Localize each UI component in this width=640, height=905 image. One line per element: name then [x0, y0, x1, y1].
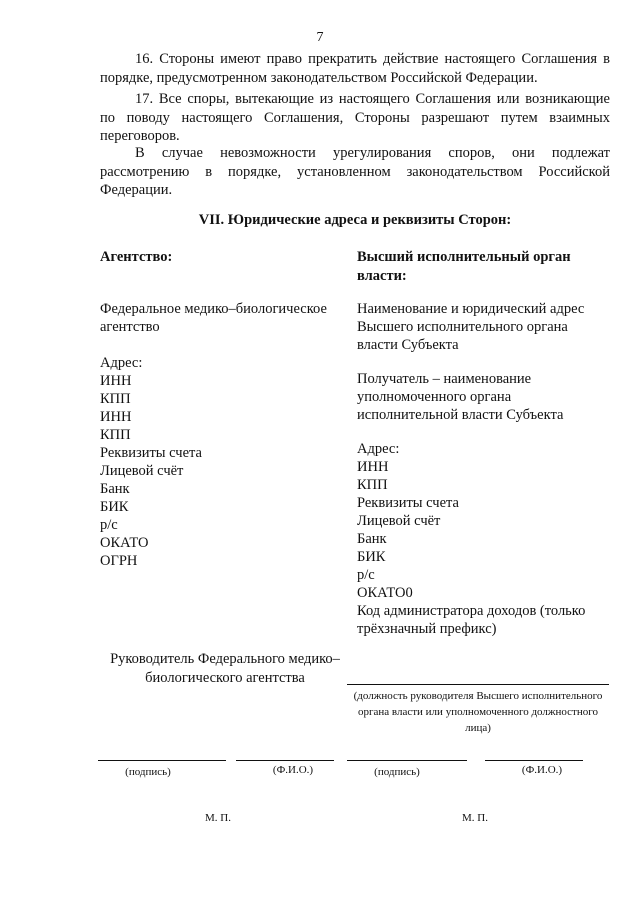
left-field: Адрес: [100, 355, 143, 371]
right-field: КПП [357, 477, 388, 493]
left-field: КПП [100, 427, 131, 443]
right-field: БИК [357, 549, 386, 565]
left-field: ИНН [100, 409, 132, 425]
left-name-line [236, 760, 334, 761]
left-signature-caption: (подпись) [125, 766, 171, 778]
left-fields [100, 354, 350, 570]
paragraph-17b [100, 144, 610, 200]
right-position-line [347, 684, 609, 685]
left-heading: Агентство: [100, 249, 173, 265]
right-signature-line [347, 760, 467, 761]
left-field: БИК [100, 499, 129, 515]
left-org-name: Федеральное медико–биологическое агентство [100, 301, 327, 335]
left-field: Лицевой счёт [100, 463, 184, 479]
left-field: Реквизиты счета [100, 445, 202, 461]
right-position-caption: (должность руководителя Высшего исполнительного органа власти или уполномоченного должностного лица) [353, 690, 603, 734]
right-heading: Высший исполнительный орган власти: [357, 249, 571, 284]
right-signature-caption: (подпись) [374, 766, 420, 778]
right-field: Адрес: [357, 441, 400, 457]
right-recipient: Получатель – наименование уполномоченного органа исполнительной власти Субъекта [357, 371, 564, 423]
right-field: Лицевой счёт [357, 513, 441, 529]
left-name-caption: (Ф.И.О.) [272, 764, 314, 776]
paragraph-16 [100, 50, 610, 87]
paragraph-16-text: 16. Стороны имеют право прекратить действие настоящего Соглашения в порядке, предусмотренном законодательством Российской Федерации. [100, 51, 610, 86]
left-field: КПП [100, 391, 131, 407]
page-number: 7 [316, 30, 324, 45]
left-field: р/с [100, 517, 118, 533]
left-field: ОКАТО [100, 535, 149, 551]
left-signer: Руководитель Федерального медико–биологического агентства [110, 651, 340, 686]
paragraph-17-text: 17. Все споры, вытекающие из настоящего Соглашения или возникающие по поводу настоящего Соглашения, Стороны разрешают путем взаимных переговоров. [100, 91, 610, 144]
paragraph-17b-text: В случае невозможности урегулирования споров, они подлежат рассмотрению в порядке, установленном законодательством Российской Федерации. [100, 145, 610, 198]
left-field: ИНН [100, 373, 132, 389]
right-name-caption: (Ф.И.О.) [521, 764, 563, 776]
right-admin-code: Код администратора доходов (только трёхзначный префикс) [357, 603, 586, 637]
paragraph-17 [100, 90, 610, 146]
right-field: Банк [357, 531, 387, 547]
right-field: Реквизиты счета [357, 495, 459, 511]
right-stamp-label: М. П. [462, 812, 488, 824]
left-stamp-label: М. П. [205, 812, 231, 824]
left-field: ОГРН [100, 553, 138, 569]
section-title: VII. Юридические адреса и реквизиты Сторон: [198, 212, 512, 228]
right-org-name: Наименование и юридический адрес Высшего исполнительного органа власти Субъекта [357, 301, 585, 353]
right-field: ОКАТО0 [357, 585, 413, 601]
left-field: Банк [100, 481, 130, 497]
right-field: ИНН [357, 459, 389, 475]
right-name-line [485, 760, 583, 761]
right-fields [357, 440, 617, 602]
right-field: р/с [357, 567, 375, 583]
left-signature-line [98, 760, 226, 761]
